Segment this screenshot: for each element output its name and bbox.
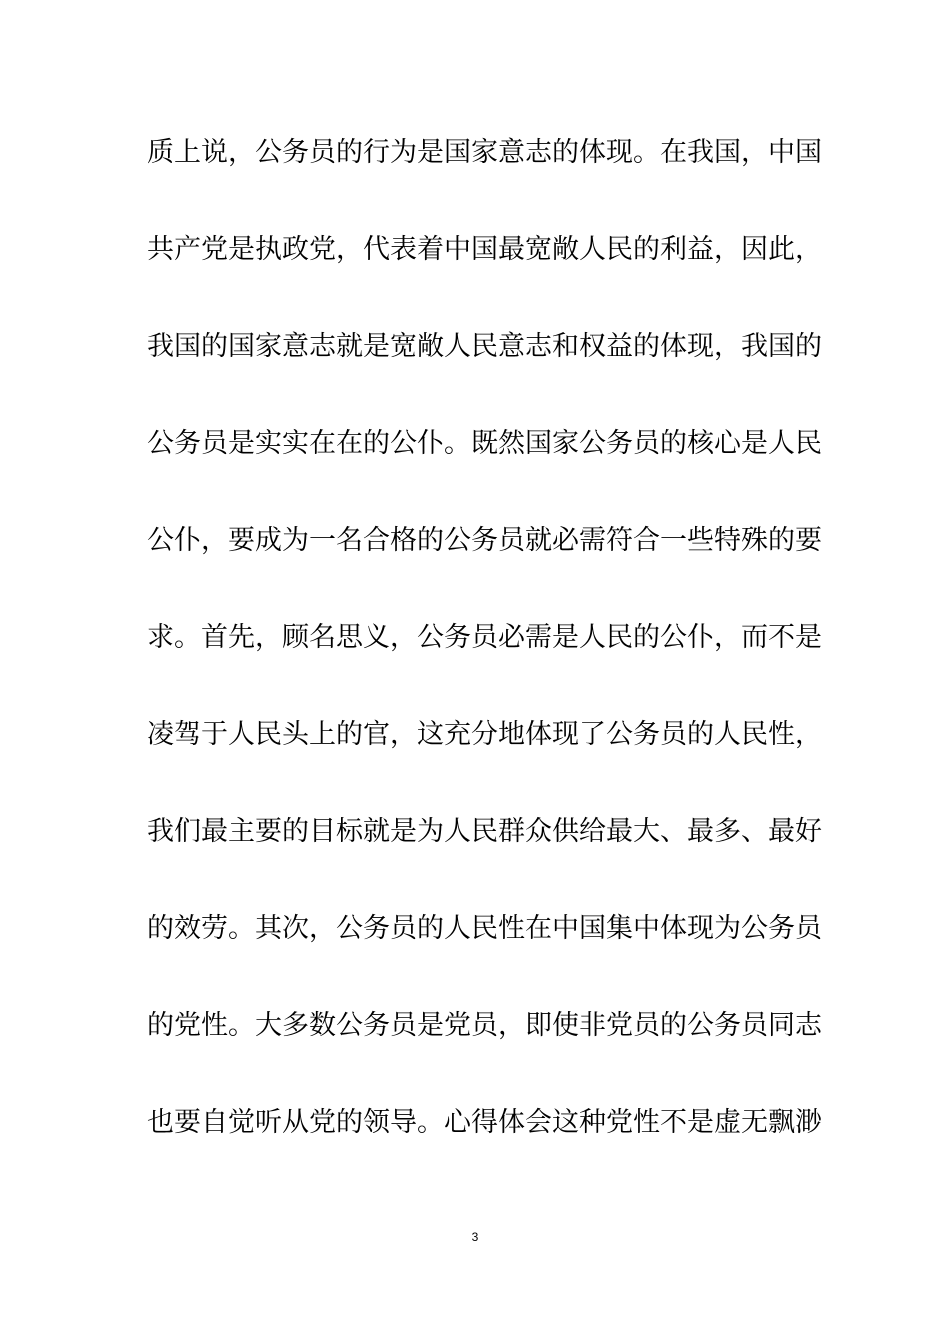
text-line: 凌驾于人民头上的官，这充分地体现了公务员的人民性，	[147, 719, 822, 750]
text-line: 的党性。大多数公务员是党员，即使非党员的公务员同志	[147, 1010, 822, 1041]
text-line: 共产党是执政党，代表着中国最宽敞人民的利益，因此，	[147, 234, 822, 265]
text-line: 求。首先，顾名思义，公务员必需是人民的公仆，而不是	[147, 622, 822, 653]
text-line: 的效劳。其次，公务员的人民性在中国集中体现为公务员	[147, 913, 822, 944]
text-line: 也要自觉听从党的领导。心得体会这种党性不是虚无飘渺	[147, 1107, 822, 1138]
text-line: 我国的国家意志就是宽敞人民意志和权益的体现，我国的	[147, 331, 822, 362]
text-line: 我们最主要的目标就是为人民群众供给最大、最多、最好	[147, 816, 822, 847]
text-line: 公仆，要成为一名合格的公务员就必需符合一些特殊的要	[147, 525, 822, 556]
text-line: 公务员是实实在在的公仆。既然国家公务员的核心是人民	[147, 428, 822, 459]
page-number: 3	[471, 1230, 479, 1244]
text-line: 质上说，公务员的行为是国家意志的体现。在我国，中国	[147, 137, 822, 168]
